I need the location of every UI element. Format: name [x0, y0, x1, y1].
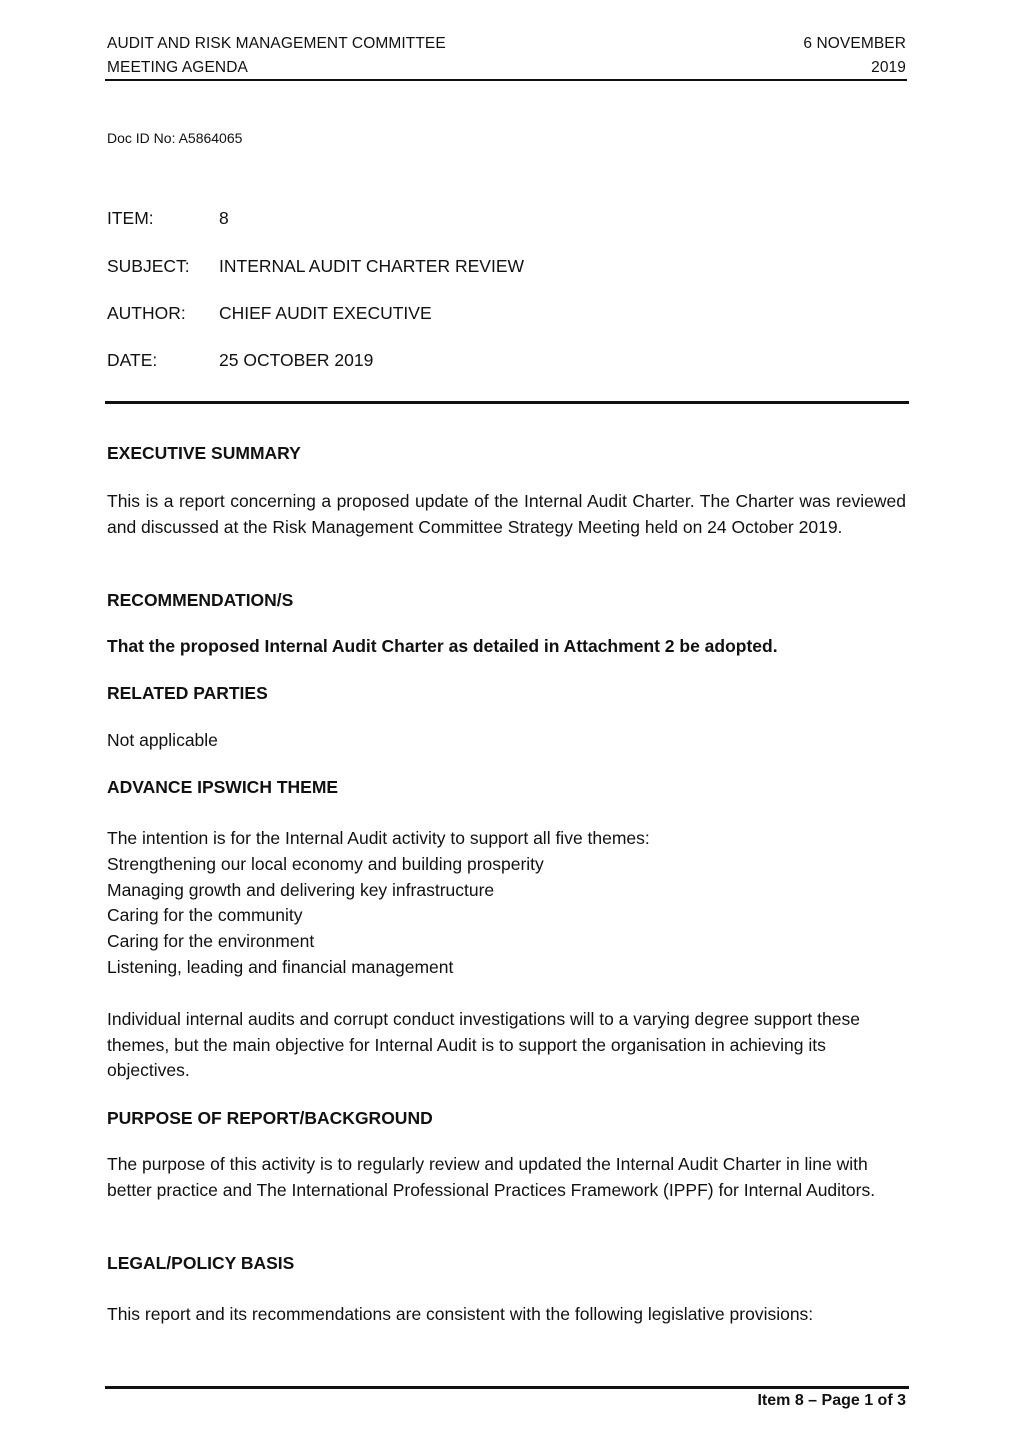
meta-item-value: 8 — [219, 208, 229, 228]
related-parties-text: Not applicable — [107, 730, 218, 750]
page-number: Item 8 – Page 1 of 3 — [757, 1392, 906, 1409]
exec-summary-text: This is a report concerning a proposed update of the Internal Audit Charter. The Charter was reviewed and discussed at the Risk Management Committee Strategy Meeting held on 24 October 2019. — [107, 491, 906, 537]
list-item: Caring for the environment — [107, 931, 315, 952]
themes-text: Individual internal audits and corrupt conduct investigations will to a varying degree support these themes, but the main objective for Internal Audit is to support the organisation in achieving its objectives. — [107, 1009, 860, 1080]
header-date-line2: 2019 — [871, 59, 906, 76]
meta-author-label: AUTHOR: — [107, 303, 186, 323]
meta-item — [107, 208, 229, 229]
recommendation-text: That the proposed Internal Audit Charter as detailed in Attachment 2 be adopted. — [107, 636, 778, 656]
meta-date-value: 25 OCTOBER 2019 — [219, 350, 374, 370]
meta-item-label: ITEM: — [107, 208, 154, 228]
advance-ipswich-heading: ADVANCE IPSWICH THEME — [107, 777, 339, 797]
exec-summary-heading: EXECUTIVE SUMMARY — [107, 443, 301, 463]
footer-divider — [105, 1386, 909, 1389]
header-date-line1: 6 NOVEMBER — [803, 35, 906, 52]
meta-date-label: DATE: — [107, 350, 158, 370]
header-date — [803, 32, 906, 80]
legal-heading: LEGAL/POLICY BASIS — [107, 1253, 295, 1273]
list-item: Strengthening our local economy and building prosperity — [107, 853, 544, 874]
themes-intro: The intention is for the Internal Audit activity to support all five themes: — [107, 828, 650, 848]
meta-divider — [105, 401, 909, 404]
purpose-text: The purpose of this activity is to regularly review and updated the Internal Audit Charter in line with better practice and The International Professional Practices Framework (IPPF) for Internal Auditors. — [107, 1154, 876, 1200]
meta-subject-label: SUBJECT: — [107, 256, 190, 276]
header-committee-line1: AUDIT AND RISK MANAGEMENT COMMITTEE — [107, 35, 446, 52]
legal-text: This report and its recommendations are consistent with the following legislative provisions: — [107, 1304, 814, 1324]
meta-subject — [107, 256, 524, 277]
themes-list — [107, 826, 906, 981]
meta-author-value: CHIEF AUDIT EXECUTIVE — [219, 303, 432, 323]
meta-date — [107, 350, 373, 371]
related-parties-heading: RELATED PARTIES — [107, 683, 268, 703]
header-committee-line2: MEETING AGENDA — [107, 59, 248, 76]
meta-author — [107, 303, 432, 324]
header-committee — [107, 32, 446, 80]
header-divider — [105, 79, 907, 81]
recommendation-heading: RECOMMENDATION/S — [107, 590, 294, 610]
meta-subject-value: INTERNAL AUDIT CHARTER REVIEW — [219, 256, 525, 276]
list-item: Caring for the community — [107, 905, 303, 926]
list-item: Listening, leading and financial management — [107, 956, 454, 977]
doc-id: Doc ID No: A5864065 — [107, 130, 243, 146]
list-item: Managing growth and delivering key infrastructure — [107, 879, 495, 900]
purpose-heading: PURPOSE OF REPORT/BACKGROUND — [107, 1108, 433, 1128]
